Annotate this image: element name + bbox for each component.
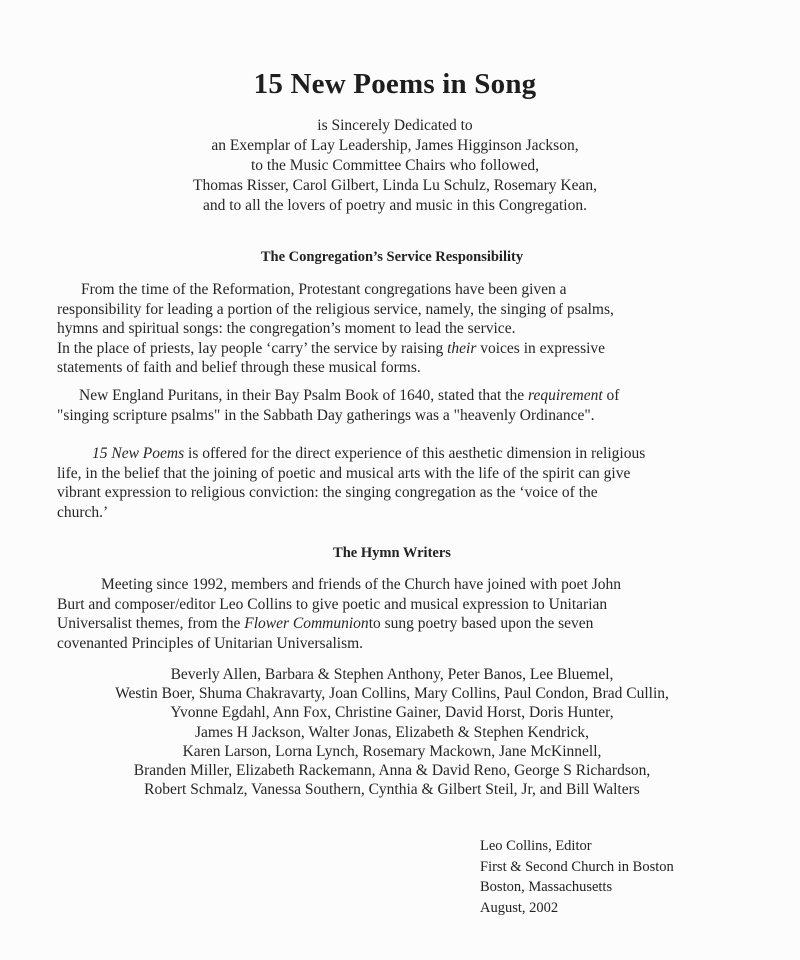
text-run: In the place of priests, lay people ‘carry’ the service by raising <box>57 339 444 357</box>
paragraph-line <box>57 444 747 464</box>
text-run: New England Puritans, in their Bay Psalm Book of 1640, stated that the <box>79 387 525 404</box>
page-title: 15 New Poems in Song <box>253 68 537 100</box>
paragraph-hymn-writers <box>57 575 747 653</box>
paragraph-line: hymns and spiritual songs: the congregation’s moment to lead the service. <box>57 320 516 337</box>
paragraph-line: responsibility for leading a portion of the religious service, namely, the singing of psalms, <box>57 300 614 318</box>
text-run: voices in expressive <box>476 339 606 357</box>
emphasis-text: requirement <box>528 387 603 404</box>
paragraph-line: "singing scripture psalms" in the Sabbath Day gatherings was a "heavenly Ordinance". <box>57 406 595 424</box>
paragraph-line: Meeting since 1992, members and friends of the Church have joined with poet John <box>101 576 621 593</box>
dedication-block <box>0 116 790 216</box>
names-line: Robert Schmalz, Vanessa Southern, Cynthia & Gilbert Steil, Jr, and Bill Walters <box>144 781 640 799</box>
paragraph-offering <box>57 444 747 522</box>
emphasis-text: their <box>447 339 477 357</box>
section-heading-service: The Congregation’s Service Responsibility <box>260 249 524 265</box>
dedication-line: an Exemplar of Lay Leadership, James Higginson Jackson, <box>211 137 579 154</box>
paragraph-reformation <box>57 280 747 378</box>
text-run: to sung poetry based upon the seven <box>368 615 594 632</box>
dedication-line: Thomas Risser, Carol Gilbert, Linda Lu Schulz, Rosemary Kean, <box>192 177 597 194</box>
signature-line: Leo Collins, Editor <box>480 838 592 854</box>
paragraph-puritans <box>57 386 747 425</box>
paragraph-line <box>57 339 747 359</box>
dedication-line: and to all the lovers of poetry and music in this Congregation. <box>203 197 587 214</box>
dedication-line: to the Music Committee Chairs who followed, <box>250 157 539 174</box>
signature-line: First & Second Church in Boston <box>480 858 674 875</box>
names-line: Beverly Allen, Barbara & Stephen Anthony, Peter Banos, Lee Bluemel, <box>170 666 614 683</box>
names-line: Branden Miller, Elizabeth Rackemann, Anna & David Reno, George S Richardson, <box>133 762 651 780</box>
paragraph-line: From the time of the Reformation, Protestant congregations have been given a <box>81 281 567 298</box>
text-run: of <box>602 387 620 404</box>
paragraph-line: statements of faith and belief through these musical forms. <box>57 359 421 376</box>
emphasis-text: Flower Communion <box>244 615 369 632</box>
paragraph-line <box>57 614 747 634</box>
paragraph-line: covenanted Principles of Unitarian Universalism. <box>57 634 364 652</box>
names-line: James H Jackson, Walter Jonas, Elizabeth & Stephen Kendrick, <box>194 723 590 741</box>
section-heading-hymn-writers: The Hymn Writers <box>333 545 451 561</box>
emphasis-text: 15 New Poems <box>92 445 185 462</box>
paragraph-line: church.’ <box>57 503 109 521</box>
text-run: is offered for the direct experience of this aesthetic dimension in religious <box>184 445 646 462</box>
paragraph-line <box>57 386 747 406</box>
paragraph-line: Burt and composer/editor Leo Collins to give poetic and musical expression to Unitarian <box>57 595 608 613</box>
paragraph-line: life, in the belief that the joining of poetic and musical arts with the life of the spirit can give <box>57 464 631 482</box>
signature-line: Boston, Massachusetts <box>480 879 613 895</box>
editor-signature-block <box>480 836 674 918</box>
paragraph-line: vibrant expression to religious conviction: the singing congregation as the ‘voice of the <box>57 484 598 501</box>
names-line: Yvonne Egdahl, Ann Fox, Christine Gainer, David Horst, Doris Hunter, <box>170 704 614 722</box>
names-line: Westin Boer, Shuma Chakravarty, Joan Collins, Mary Collins, Paul Condon, Brad Cullin, <box>115 685 669 703</box>
dedication-line: is Sincerely Dedicated to <box>317 117 473 134</box>
text-run: Universalist themes, from the <box>57 615 241 632</box>
signature-line: August, 2002 <box>480 899 559 916</box>
hymn-writer-names <box>0 665 784 799</box>
names-line: Karen Larson, Lorna Lynch, Rosemary Mackown, Jane McKinnell, <box>182 742 602 760</box>
